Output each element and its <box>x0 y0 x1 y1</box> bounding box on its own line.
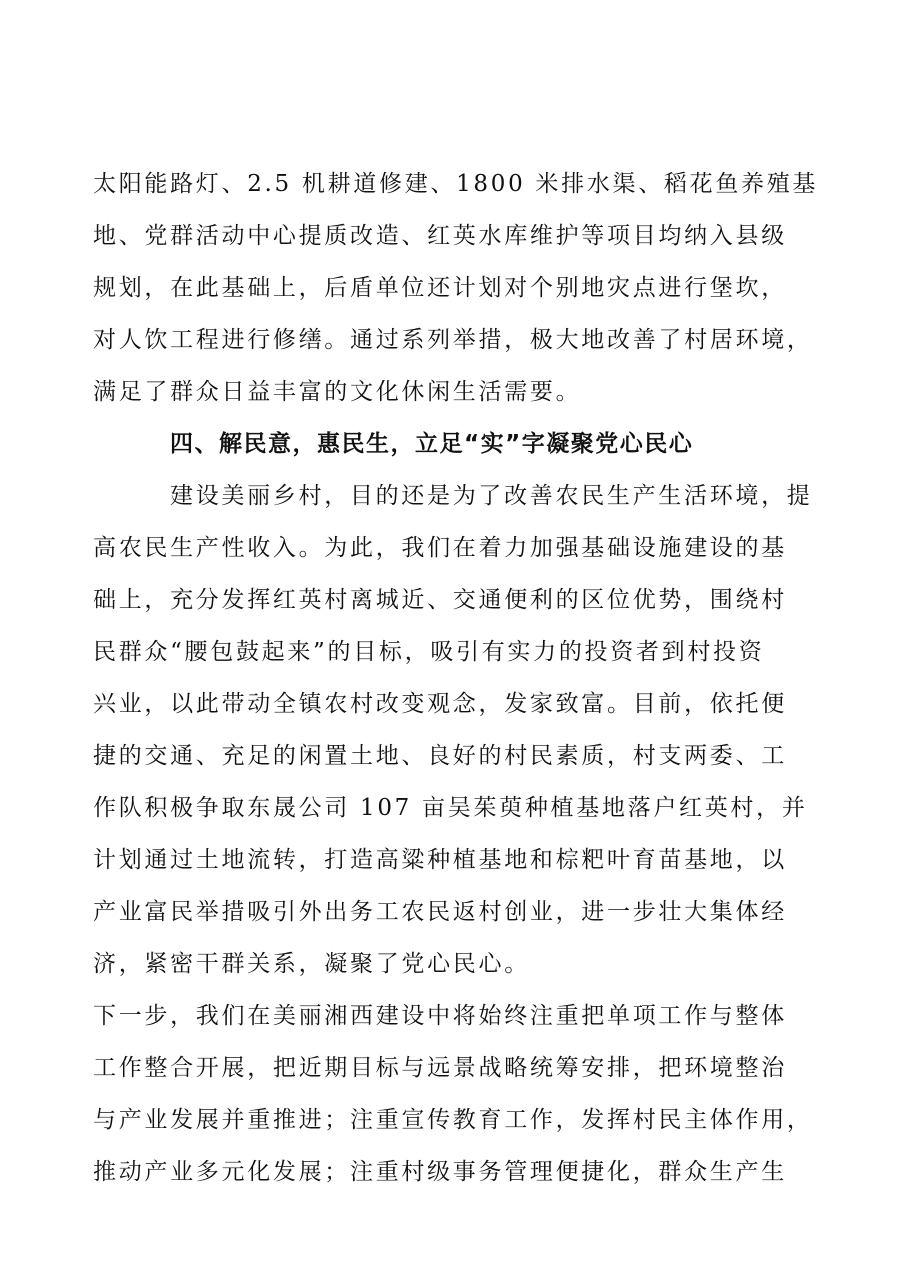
section-heading: 四、解民意，惠民生，立足“实”字凝聚党心民心 <box>170 431 694 457</box>
paragraph-line: 地、党群活动中心提质改造、红英水库维护等项目均纳入县级 <box>93 223 787 249</box>
paragraph-line: 对人饮工程进行修缮。通过系列举措，极大地改善了村居环境， <box>93 327 813 353</box>
paragraph-line: 作队积极争取东晟公司 107 亩吴茱萸种植基地落户红英村，并 <box>93 795 808 821</box>
paragraph-line: 满足了群众日益丰富的文化休闲生活需要。 <box>93 379 582 405</box>
paragraph-line: 高农民生产性收入。为此，我们在着力加强基础设施建设的基 <box>93 535 787 561</box>
paragraph-line: 建设美丽乡村，目的还是为了改善农民生产生活环境，提 <box>170 483 813 509</box>
paragraph-line: 与产业发展并重推进；注重宣传教育工作，发挥村民主体作用， <box>93 1107 813 1133</box>
paragraph-line: 济，紧密干群关系，凝聚了党心民心。 <box>93 951 530 977</box>
paragraph-line: 捷的交通、充足的闲置土地、良好的村民素质，村支两委、工 <box>93 743 787 769</box>
paragraph-line: 推动产业多元化发展；注重村级事务管理便捷化，群众生产生 <box>93 1159 787 1185</box>
paragraph-line: 下一步，我们在美丽湘西建设中将始终注重把单项工作与整体 <box>93 1003 787 1029</box>
paragraph-line: 太阳能路灯、2.5 机耕道修建、1800 米排水渠、稻花鱼养殖基 <box>93 171 819 197</box>
paragraph-line: 工作整合开展，把近期目标与远景战略统筹安排，把环境整治 <box>93 1055 787 1081</box>
paragraph-line: 民群众“腰包鼓起来”的目标，吸引有实力的投资者到村投资 <box>93 639 765 665</box>
paragraph-line: 规划，在此基础上，后盾单位还计划对个别地灾点进行堡坎， <box>93 275 787 301</box>
paragraph-line: 兴业，以此带动全镇农村改变观念，发家致富。目前，依托便 <box>93 691 787 717</box>
paragraph-line: 产业富民举措吸引外出务工农民返村创业，进一步壮大集体经 <box>93 899 787 925</box>
paragraph-line: 计划通过土地流转，打造高粱种植基地和棕粑叶育苗基地，以 <box>93 847 787 873</box>
paragraph-line: 础上，充分发挥红英村离城近、交通便利的区位优势，围绕村 <box>93 587 787 613</box>
